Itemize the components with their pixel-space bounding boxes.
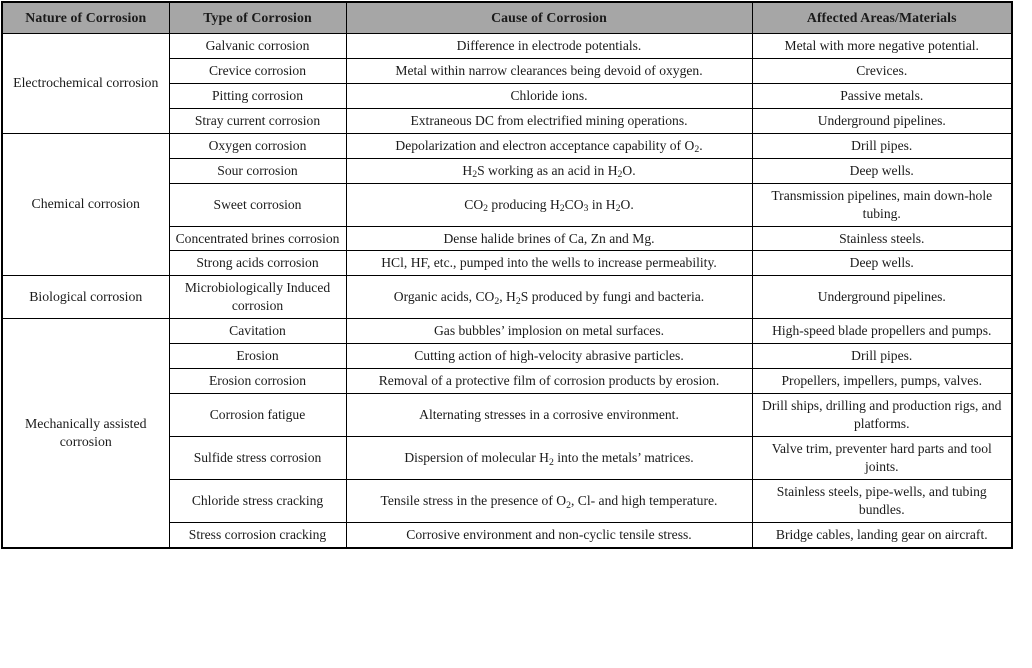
cell-cause: Chloride ions. <box>346 83 752 108</box>
cell-affected: High-speed blade propellers and pumps. <box>752 319 1012 344</box>
cell-type: Chloride stress cracking <box>169 479 346 522</box>
cell-affected: Metal with more negative potential. <box>752 34 1012 59</box>
cell-nature: Biological corrosion <box>2 276 169 319</box>
cell-type: Microbiologically Induced corrosion <box>169 276 346 319</box>
cell-cause: Extraneous DC from electrified mining operations. <box>346 108 752 133</box>
cell-affected: Stainless steels, pipe-wells, and tubing bundles. <box>752 479 1012 522</box>
cell-cause: Dense halide brines of Ca, Zn and Mg. <box>346 226 752 251</box>
table-row <box>2 276 1012 319</box>
cell-cause: Tensile stress in the presence of $O_2$, Cl- and high temperature. <box>346 479 752 522</box>
table-body <box>2 34 1012 548</box>
cell-cause: Corrosive environment and non-cyclic tensile stress. <box>346 522 752 547</box>
cell-cause: Metal within narrow clearances being devoid of oxygen. <box>346 58 752 83</box>
cell-type: Pitting corrosion <box>169 83 346 108</box>
cell-cause: Gas bubbles’ implosion on metal surfaces. <box>346 319 752 344</box>
cell-cause: Organic acids, $CO_2$, $H_2S$ produced by fungi and bacteria. <box>346 276 752 319</box>
cell-cause: Alternating stresses in a corrosive environment. <box>346 394 752 437</box>
table-header <box>2 2 1012 34</box>
column-header-affected: Affected Areas/Materials <box>752 2 1012 34</box>
cell-type: Stray current corrosion <box>169 108 346 133</box>
cell-affected: Passive metals. <box>752 83 1012 108</box>
cell-type: Crevice corrosion <box>169 58 346 83</box>
column-header-type: Type of Corrosion <box>169 2 346 34</box>
cell-affected: Underground pipelines. <box>752 276 1012 319</box>
cell-affected: Underground pipelines. <box>752 108 1012 133</box>
corrosion-table <box>1 1 1013 549</box>
cell-type: Strong acids corrosion <box>169 251 346 276</box>
cell-type: Erosion <box>169 344 346 369</box>
cell-nature: Mechanically assisted corrosion <box>2 319 169 548</box>
cell-affected: Valve trim, preventer hard parts and tool joints. <box>752 436 1012 479</box>
cell-type: Erosion corrosion <box>169 369 346 394</box>
cell-affected: Crevices. <box>752 58 1012 83</box>
cell-cause: Cutting action of high-velocity abrasive particles. <box>346 344 752 369</box>
cell-affected: Deep wells. <box>752 251 1012 276</box>
cell-affected: Bridge cables, landing gear on aircraft. <box>752 522 1012 547</box>
cell-type: Sulfide stress corrosion <box>169 436 346 479</box>
cell-type: Sweet corrosion <box>169 183 346 226</box>
cell-cause: Difference in electrode potentials. <box>346 34 752 59</box>
cell-affected: Drill pipes. <box>752 133 1012 158</box>
cell-type: Corrosion fatigue <box>169 394 346 437</box>
cell-cause: Removal of a protective film of corrosion products by erosion. <box>346 369 752 394</box>
cell-type: Oxygen corrosion <box>169 133 346 158</box>
cell-affected: Drill pipes. <box>752 344 1012 369</box>
table-header-row <box>2 2 1012 34</box>
column-header-nature: Nature of Corrosion <box>2 2 169 34</box>
cell-type: Cavitation <box>169 319 346 344</box>
column-header-cause: Cause of Corrosion <box>346 2 752 34</box>
cell-cause: Dispersion of molecular $H_2$ into the metals’ matrices. <box>346 436 752 479</box>
cell-cause: $CO_2$ producing $H_2CO_3$ in $H_2O$. <box>346 183 752 226</box>
table-row <box>2 133 1012 158</box>
cell-affected: Deep wells. <box>752 158 1012 183</box>
cell-cause: $H_2S$ working as an acid in $H_2O$. <box>346 158 752 183</box>
cell-nature: Electrochemical corrosion <box>2 34 169 134</box>
cell-affected: Propellers, impellers, pumps, valves. <box>752 369 1012 394</box>
cell-affected: Stainless steels. <box>752 226 1012 251</box>
cell-cause: Depolarization and electron acceptance capability of $O_2$. <box>346 133 752 158</box>
table-row <box>2 34 1012 59</box>
table-row <box>2 319 1012 344</box>
cell-affected: Transmission pipelines, main down-hole tubing. <box>752 183 1012 226</box>
cell-type: Galvanic corrosion <box>169 34 346 59</box>
cell-affected: Drill ships, drilling and production rigs, and platforms. <box>752 394 1012 437</box>
cell-type: Concentrated brines corrosion <box>169 226 346 251</box>
cell-type: Sour corrosion <box>169 158 346 183</box>
cell-nature: Chemical corrosion <box>2 133 169 276</box>
cell-type: Stress corrosion cracking <box>169 522 346 547</box>
cell-cause: HCl, HF, etc., pumped into the wells to increase permeability. <box>346 251 752 276</box>
